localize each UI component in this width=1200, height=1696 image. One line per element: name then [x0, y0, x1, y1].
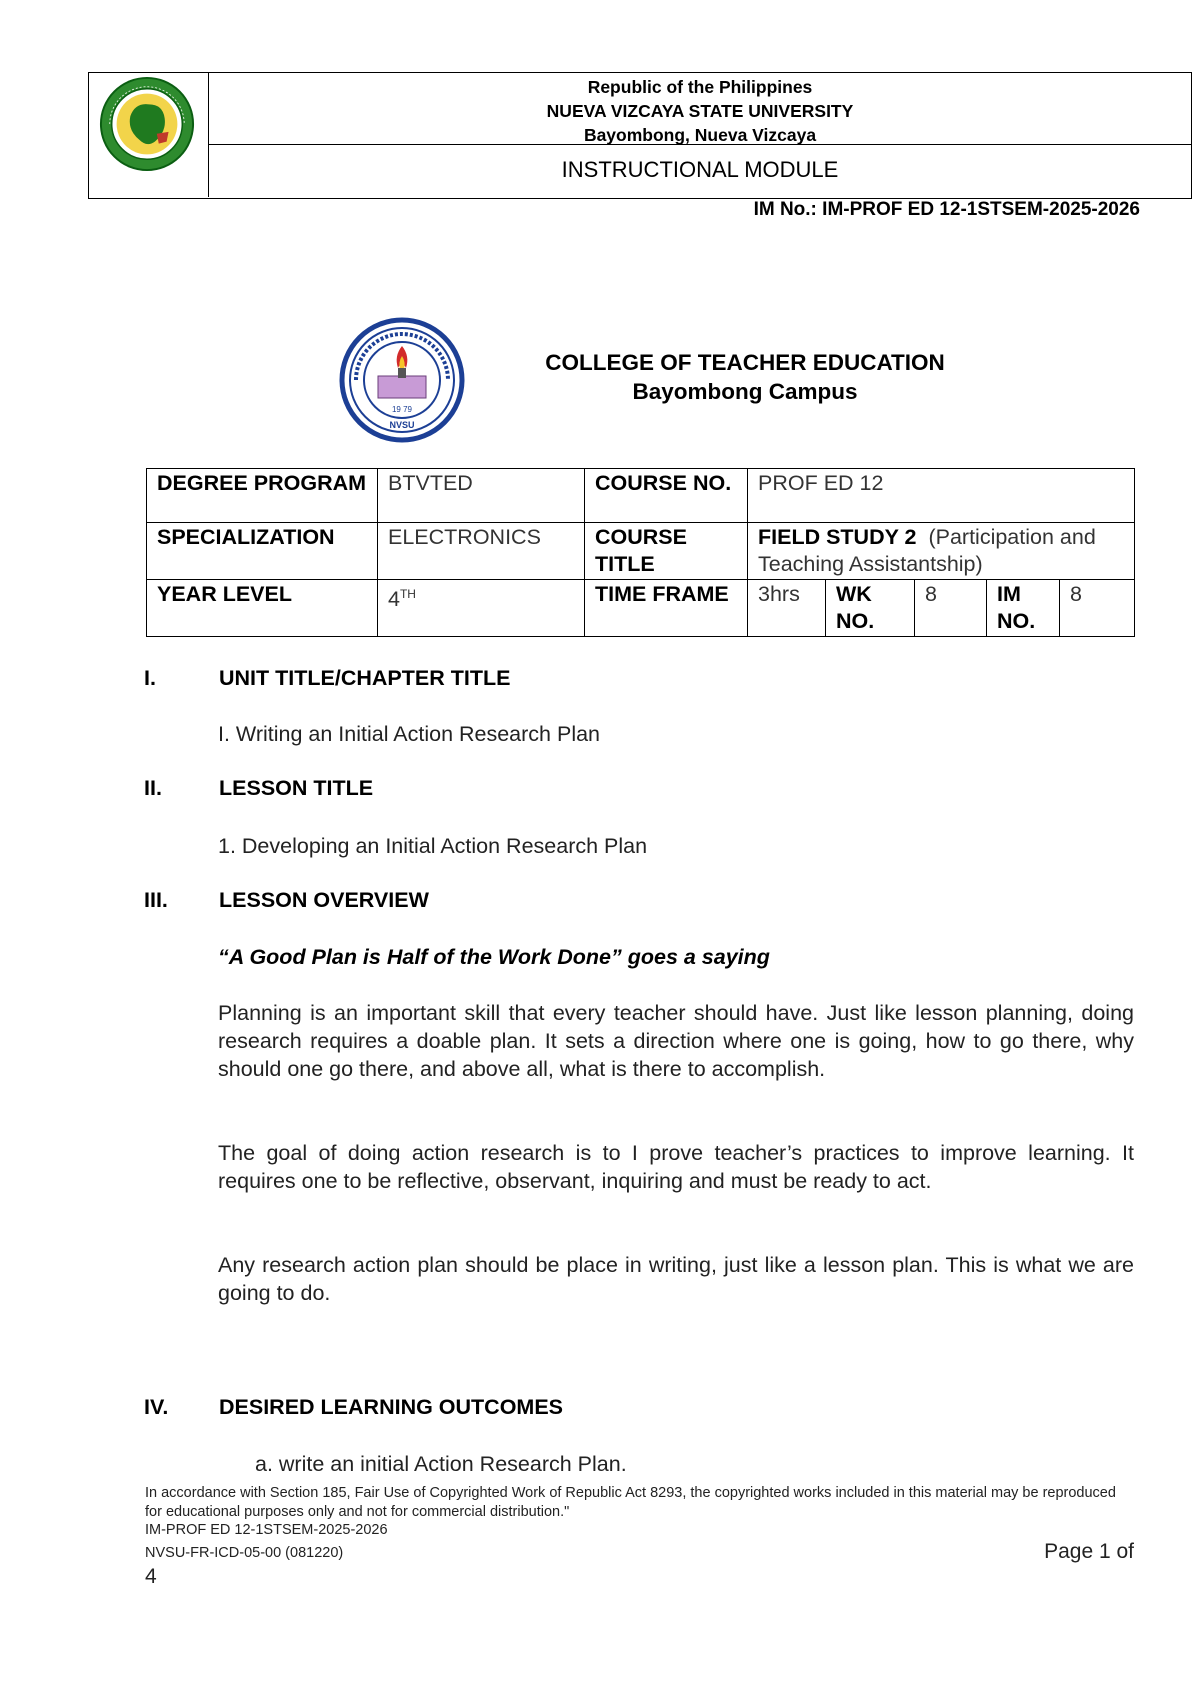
header-logo-cell — [89, 73, 209, 197]
svg-text:NVSU: NVSU — [389, 420, 415, 430]
im-number: IM No.: IM-PROF ED 12-1STSEM-2025-2026 — [753, 199, 1140, 220]
svg-text:19 79: 19 79 — [391, 405, 413, 414]
section-unit-title — [144, 666, 510, 691]
degree-value: BTVTED — [378, 469, 585, 523]
year-level-suffix: TH — [399, 587, 416, 601]
section-number: IV. — [144, 1395, 169, 1419]
course-no-value: PROF ED 12 — [748, 469, 1135, 523]
im-no-label: IM NO. — [987, 580, 1060, 637]
time-frame-label: TIME FRAME — [585, 580, 748, 637]
course-title-value — [748, 523, 1135, 580]
section-number: III. — [144, 888, 168, 912]
college-campus: Bayombong Campus — [632, 379, 858, 404]
course-info-table — [146, 468, 1135, 637]
section-heading: LESSON TITLE — [219, 776, 374, 800]
course-title-rest: (Participation and Teaching Assistantship) — [758, 525, 1096, 576]
lesson-title-text: 1. Developing an Initial Action Research Plan — [218, 834, 648, 858]
course-title-label: COURSE TITLE — [585, 523, 748, 580]
section-heading: DESIRED LEARNING OUTCOMES — [219, 1395, 564, 1419]
im-no-value: 8 — [1060, 580, 1135, 637]
college-name: COLLEGE OF TEACHER EDUCATION — [545, 350, 945, 375]
section-heading: UNIT TITLE/CHAPTER TITLE — [219, 666, 511, 690]
section-lesson-overview — [144, 888, 429, 913]
week-no-label: WK NO. — [826, 580, 915, 637]
header-university: NUEVA VIZCAYA STATE UNIVERSITY — [546, 101, 854, 121]
table-row — [147, 580, 1135, 637]
course-no-label: COURSE NO. — [585, 469, 748, 523]
section-heading: LESSON OVERVIEW — [219, 888, 429, 912]
outcome-item-a: a. write an initial Action Research Plan. — [255, 1452, 627, 1476]
course-title-bold: FIELD STUDY 2 — [758, 525, 917, 549]
degree-label: DEGREE PROGRAM — [147, 469, 378, 523]
overview-paragraph-3: Any research action plan should be place in writing, just like a lesson plan. This is what we are going to do. — [218, 1253, 1134, 1305]
page-total: 4 — [145, 1565, 157, 1588]
section-lesson-title — [144, 776, 373, 801]
specialization-value: ELECTRONICS — [378, 523, 585, 580]
footer-form-code: NVSU-FR-ICD-05-00 (081220) — [145, 1545, 344, 1561]
header-location: Bayombong, Nueva Vizcaya — [583, 125, 817, 145]
header-module-label: INSTRUCTIONAL MODULE — [561, 157, 839, 182]
nvsu-seal-logo — [97, 75, 197, 173]
time-frame-value: 3hrs — [748, 580, 826, 637]
footer-im-code: IM-PROF ED 12-1STSEM-2025-2026 — [145, 1522, 388, 1538]
section-number: II. — [144, 776, 162, 800]
table-row — [147, 469, 1135, 523]
year-level-value — [378, 580, 585, 637]
page-number: Page 1 of — [1044, 1540, 1134, 1563]
header-institution — [209, 73, 1191, 145]
header-republic: Republic of the Philippines — [587, 77, 813, 97]
overview-paragraph-1: Planning is an important skill that every teacher should have. Just like lesson planning, doing research requires a doable plan. It sets a direction where one is going, how to go there, why should one go there, and above all, what is there to accomplish. — [218, 1001, 1134, 1081]
overview-paragraph-2: The goal of doing action research is to I prove teacher’s practices to improve learning. It requires one to be reflective, observant, inquiring and must be ready to act. — [218, 1141, 1134, 1193]
document-header — [88, 72, 1192, 199]
overview-quote: “A Good Plan is Half of the Work Done” goes a saying — [218, 945, 770, 969]
copyright-notice: In accordance with Section 185, Fair Use of Copyrighted Work of Republic Act 8293, the copyrighted works included in this material may be reproduced for educational purposes only and not for commercial distribution." — [145, 1485, 1116, 1520]
specialization-label: SPECIALIZATION — [147, 523, 378, 580]
table-row — [147, 523, 1135, 580]
section-learning-outcomes — [144, 1395, 563, 1420]
unit-title-text: I. Writing an Initial Action Research Plan — [218, 722, 601, 746]
year-level-number: 4 — [388, 587, 400, 612]
week-no-value: 8 — [915, 580, 987, 637]
section-number: I. — [144, 666, 156, 690]
year-level-label: YEAR LEVEL — [147, 580, 378, 637]
college-title — [500, 348, 990, 406]
cte-seal-logo — [334, 316, 470, 444]
